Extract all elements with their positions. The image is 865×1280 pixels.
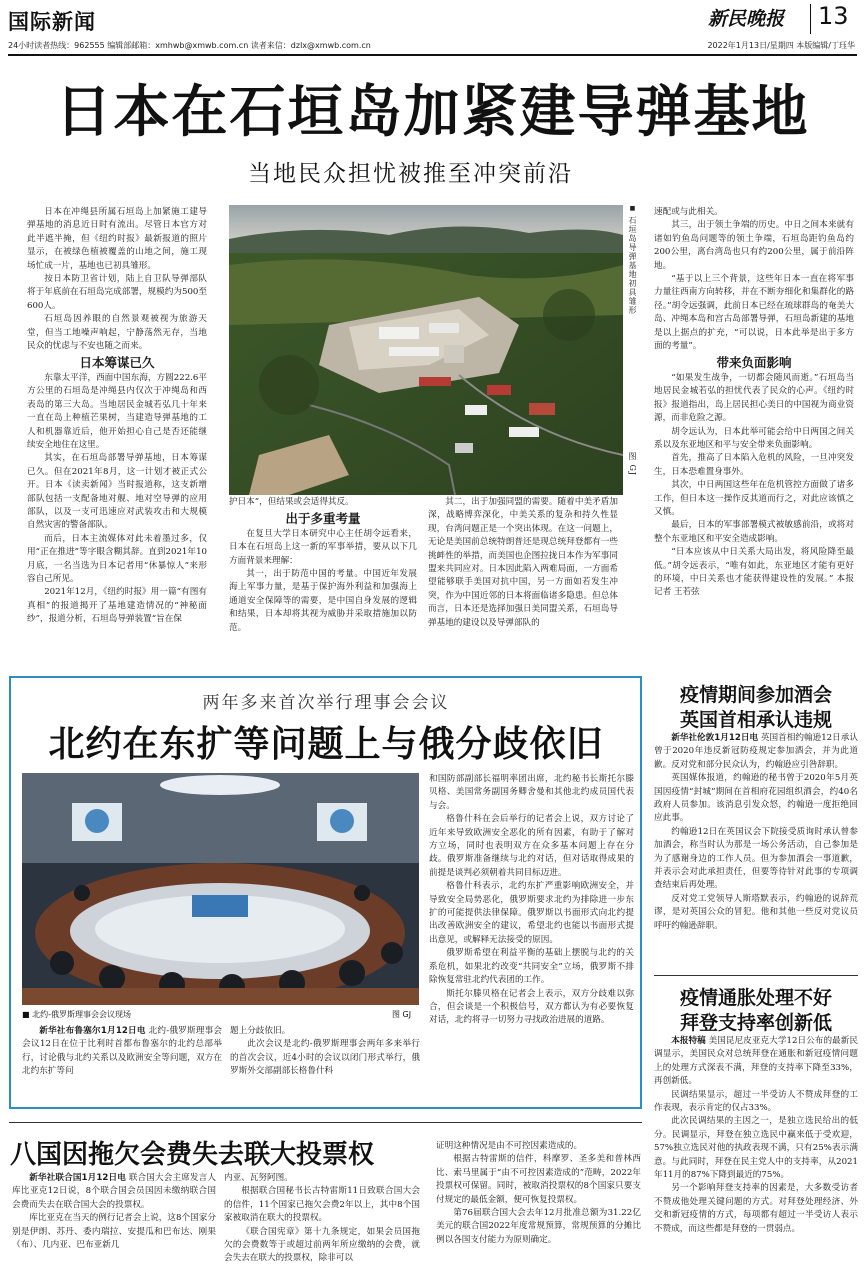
contact-line: 24小时读者热线：962555 编辑部邮箱：xmhwb@xmwb.com.cn 读者来信：dzlx@xmwb.com.cn <box>8 41 371 50</box>
nato-photo-credit: 图 GJ <box>392 1010 412 1019</box>
un-top-rule <box>9 1122 642 1123</box>
uk-body: 新华社伦敦1月12日电 英国首相约翰逊12日承认曾于2020年违反新冠防疫规定参加酒会，并为此道歉。反对党和部分民众认为，约翰逊应引咎辞职。 英国媒体报道，约翰逊的秘书曾于2020年5月英国因疫情“封城”期间在首相府花园组织酒会，约40名政府人员参加。该消息引发众怒，约翰逊一度拒绝回应此事。 约翰逊12日在英国议会下院接受质询时承认曾参加酒会，称当时认为那是一场公务活动，自己参加是为了感谢身边的工作人员。但为参加酒会一事道歉，并表示会对此承担责任，但要等待针对此事的专项调查结束后再处理。 反对党工党领导人斯塔默表示，约翰逊的说辞荒谬，是对英国公众的冒犯。他和其他一些反对党议员呼吁约翰逊辞职。 <box>654 733 858 931</box>
lead-col1: 日本在冲绳县所属石垣岛上加紧施工建导弹基地的消息近日时有流出。尽管日本官方对此半遮半掩，但《纽约时报》最新报道的照片显示，在被绿色植被覆盖的山地之间，施工现场忙成一片，基地也已初具雏形。 按日本防卫省计划，陆上自卫队导弹部队将于年底前在石垣岛完成部署，规模约为500至600人。 石垣岛因养眼的自然景观被视为旅游天堂，但当工地噪声响起，宁静荡然无存，当地民众的忧虑与不安也随之而来。 日本筹谋已久 东靠太平洋，西面中国东海，方圆222.6平方公里的石垣岛是冲绳县内仅次于冲绳岛和西表岛的第三大岛。当地居民金城若弘几十年来一直在岛上种植芒果树，当建造导弹基地的工人和机器靠近后，他开始担心自己是否还能继续安全地住在这里。 其实，在石垣岛部署导弹基地，日本筹谋已久。但在2021年8月，这一计划才被正式公开。日本《读卖新闻》当时报道称，这支新增部队包括一支配备地对舰、地对空导弹的应用部队，以及一支可迅速应对武装攻击和大规模自然灾害的警备部队。 而后，日本主流媒体对此未着墨过多，仅用“正在推进”等字眼含糊其辞。直到2021年10月底，一名当选为日本记者用“休暴惊人”来形容自己所见。 2021年12月，《纽约时报》用一篇“有图有真相”的报道揭开了基地建造情况的“神秘面纱”，报道分析，石垣岛导弹装置“旨在保 <box>27 207 207 625</box>
nato-col2: 题上分歧依旧。 此次会议是北约-俄罗斯理事会两年多来举行的首次会议，近4小时的会议以闭门形式举行，俄罗斯外交部副部长格鲁什科 <box>230 1026 420 1077</box>
us-body: 本报特稿 美国昆尼皮亚克大学12日公布的最新民调显示，美国民众对总统拜登在通胀和新冠疫情问题上的处理方式深表不满，拜登的支持率下降至33%，再创新低。 民调结果显示，超过一半受访人不赞成拜登的工作表现，表示肯定的仅占33%。 此次民调结果的主因之一，是独立选民给出的低分。民调显示，拜登在独立选民中赢来低于受欢迎，57%独立选民对他的执政表现不满，只有25%表示满意。与此同时，拜登在民主党人中的支持率，从2021年11月的87%下降到最近的75%。 另一个影响拜登支持率的因素是，大多数受访者不赞成他处理关键问题的方式。对拜登处理经济、外交和新冠疫情的方式，每项都有超过一半受访人表示不赞成，而这些都是拜登的一贯弱点。 <box>654 1036 858 1234</box>
nato-meeting-photo <box>22 773 419 1005</box>
lead-headline: 日本在石垣岛加紧建导弹基地 <box>55 80 810 145</box>
date-line: 2022年1月13日/星期四 本版编辑/丁珏华 <box>707 41 855 50</box>
lead-subhead-3: 带来负面影响 <box>716 355 792 371</box>
missile-base-photo <box>229 205 623 495</box>
photo-credit-lead: 图 GJ <box>628 452 637 477</box>
un-col3: 证明这种情况是由不可控因素造成的。 根据古特雷斯的信件，科摩罗、圣多美和普林西比、索马里属于“由不可控因素造成的”范畴，2022年投票权可保留。同时，被取消投票权的8个国家只要支付规定的最低金额，便可恢复投票权。 第76届联合国大会去年12月批准总额为31.22亿美元的联合国2022年度常规预算，常规预算的分摊比例以各国支付能力为原则确定。 <box>436 1141 641 1245</box>
lead-subhead-2: 出于多重考量 <box>285 511 361 527</box>
uk-us-divider <box>654 975 858 976</box>
un-headline: 八国因拖欠会费失去联大投票权 <box>10 1140 375 1170</box>
top-rule <box>8 54 857 56</box>
uk-headline-2: 英国首相承认违规 <box>679 709 832 731</box>
us-headline-1: 疫情通胀处理不好 <box>679 987 832 1009</box>
nato-headline: 北约在东扩等问题上与俄分歧依旧 <box>48 724 604 765</box>
lead-col4: 速配或与此相关。 其三，出于领土争端的历史。中日之间本来就有诸如钓鱼岛问题等的领土争端，石垣岛距钓鱼岛约200公里，离台湾岛也只有约200公里，属于前沿阵地。 “基于以上三个背景，这些年日本一直在将军事力量往西南方向转移，并在不断夯细化和集群化的路径。”胡令远强调，此前日本已经在琉球群岛的奄美大岛、冲绳本岛和宫古岛部署导弹，石垣岛新建的基地是以上据点的扩充，“可以说，日本此举是出于多方面的考量”。 带来负面影响 “如果发生战争，一切都会随风而逝。”石垣岛当地居民金城若弘的担忧代表了民众的心声。《纽约时报》报道指出，岛上居民担心美日的中国视为商业资源，而非危险之源。 胡令远认为，日本此举可能会给中日两国之间关系以及东亚地区和平与安全带来负面影响。 首先，推高了日本陷入危机的风险，一旦冲突发生，日本恐难置身事外。 其次，中日两国这些年在危机管控方面做了诸多工作，但日本这一操作反其道而行之，对此应该慎之又慎。 最后，日本的军事部署模式被敏感前沿，或将对整个东亚地区和平安全造成影响。 “日本应该从中日关系大局出发，将风险降至最低。”胡令远表示，“唯有如此，东亚地区才能有更好的环境，中日关系也才能获得建设性的发展。” 本报记者 王若弦 <box>654 207 854 598</box>
us-headline-2: 拜登支持率创新低 <box>679 1012 832 1034</box>
un-col1: 新华社联合国1月12日电 联合国大会主席发言人库比亚克12日说，8个联合国会员国因未缴纳联合国会费而失去在联合国大会的投票权。 库比亚克在当天的例行记者会上说，这8个国家分别是伊朗、苏丹、委内瑞拉、安提瓜和巴布达、刚果（布）、几内亚、巴布亚新几 <box>12 1173 216 1251</box>
nato-kicker: 两年多来首次举行理事会会议 <box>202 693 450 713</box>
page-number: 13 <box>818 2 849 30</box>
un-col2: 内亚、瓦努阿图。 根据联合国秘书长古特雷斯11日致联合国大会的信件，11个国家已拖欠会费2年以上，其中8个国家被取消在联大的投票权。 《联合国宪章》第十九条规定，如果会员国拖欠的会费数等于或超过前两年所应缴纳的会费，就会失去在联大的投票权，除非可以 <box>224 1173 420 1264</box>
masthead-divider <box>810 4 811 34</box>
lead-subheadline: 当地民众担忧被推至冲突前沿 <box>248 161 573 187</box>
nato-photo-caption: ■ 北约-俄罗斯理事会会议现场 <box>22 1010 131 1019</box>
lead-col3: 其二，出于加强同盟的需要。随着中美矛盾加深，战略博弈深化，中美关系的复杂和持久性显现，台湾问题正是一个突出体现。在这一问题上，无论是美国前总统特朗普还是现总统拜登都有一些挑衅性的举措，而美国也企图拉拢日本作为军事同盟来共同应对。日本因此陷入两难局面，一方面希望能够联手美国对抗中国，另一方面如若发生冲突，作为中国近邻的日本将面临诸多隐患。但总体而言，日本还是选择加强日美同盟关系，石垣岛导弹基地的建设以及导弹部队的 <box>428 497 618 628</box>
photo-caption-lead: ■ 石垣岛导弹基地初具雏形 <box>628 205 637 315</box>
nato-col1: 新华社布鲁塞尔1月12日电 北约-俄罗斯理事会会议12日在位于比利时首都布鲁塞尔的北约总部举行，讨论俄与北约关系以及欧洲安全等问题，双方在北约东扩等问 <box>22 1026 222 1077</box>
nato-col3: 和国防部副部长福明率团出席，北约秘书长斯托尔滕贝格、美国常务副国务卿舍曼和其他北约成员国代表与会。 格鲁什科在会后举行的记者会上说，双方讨论了近年来导致欧洲安全恶化的所有因素，有助于了解对方立场，同时也表明双方在众多基本问题上存在分歧。俄罗斯准备继续与北约对话，但对话取得成果的前提是谈判必须朝着共同目标迈进。 格鲁什科表示，北约东扩严重影响欧洲安全，并导致安全局势恶化，俄罗斯要求北约为排除进一步东扩的可能提供法律保障。俄罗斯以书面形式向北约提出改善欧洲安全的建议，希望北约也能以书面形式提出意见，或解释无法接受的原因。 俄罗斯希望在利益平衡的基础上摆脱与北约的关系危机，如果北约改变“共同安全”立场，俄罗斯不排除恢复常驻北约代表团的工作。 斯托尔滕贝格在记者会上表示，双方分歧难以弥合，但会谈是一个积极信号，双方都认为有必要恢复对话，北约将寻一切努力寻找政治进展的道路。 <box>429 774 634 1026</box>
paper-logo: 新民晚报 <box>708 8 785 30</box>
lead-col2: 护日本”，但结果或会适得其反。 出于多重考量 在复旦大学日本研究中心主任胡令远看来，日本在石垣岛上这一新的军事举措，要从以下几方面背景来理解： 其一，出于防范中国的考量。中国近年发展海上军事力量，是基于保护海外利益和加强海上通道安全保障等的需要，是中国自身发展的逻辑和结果，日本却将其视为威胁并采取措施加以防范。 <box>229 497 417 633</box>
lead-subhead-1: 日本筹谋已久 <box>79 355 155 371</box>
uk-headline-1: 疫情期间参加酒会 <box>679 684 832 706</box>
section-title: 国际新闻 <box>8 10 96 34</box>
